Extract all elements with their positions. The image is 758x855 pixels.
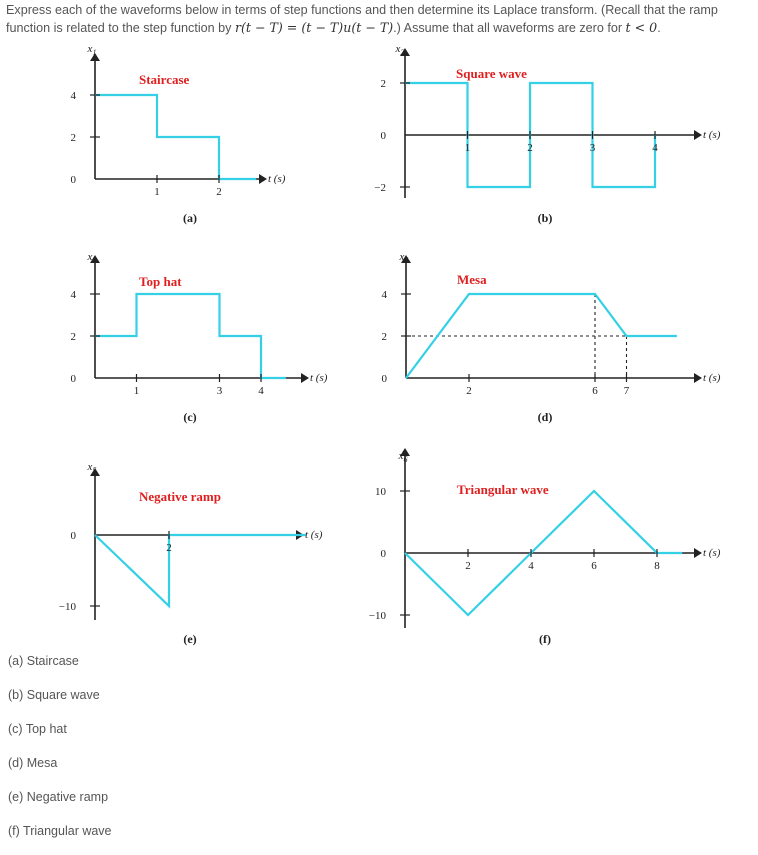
panel-3-y-tick-label: 0: [70, 373, 76, 385]
panel-6-x-tick-label: 6: [591, 560, 597, 572]
option-square-wave[interactable]: (b) Square wave: [8, 688, 100, 702]
panel-2-x-tick-label: 4: [652, 142, 658, 154]
panel-4-x-axis-arrow: [694, 373, 702, 383]
panel-4-y-tick-label: 2: [381, 331, 387, 343]
panel-6-x-axis-arrow: [694, 548, 702, 558]
panel-6-chart-title: Triangular wave: [457, 482, 549, 497]
panel-6-y-axis-label-subscript: 6: [403, 455, 408, 464]
panel-5-x-axis-label: t (s): [305, 529, 323, 541]
panel-6-y-axis-label: $x_6$: [398, 450, 408, 464]
panel-1-x-axis-label: t (s): [268, 173, 286, 185]
panel-4-x-tick-label: 6: [592, 385, 598, 397]
panel-5-y-tick-label: 0: [70, 530, 76, 542]
panel-5-waveform: [95, 535, 306, 606]
panel-4-x-tick-label: 7: [623, 385, 630, 397]
ramp-relation-math: r(t − T) = (t − T)u(t − T): [234, 20, 394, 35]
panel-1-y-tick-label: 4: [70, 90, 76, 102]
panel-6-x-axis-label: t (s): [703, 547, 721, 559]
panel-1-x-axis-arrow: [259, 174, 267, 184]
panel-2-x-tick-label: 1: [464, 142, 471, 154]
panel-3-x-tick-label: 1: [133, 385, 140, 397]
panel-3-y-tick-label: 2: [70, 331, 76, 343]
panel-3-chart-title: Top hat: [139, 274, 182, 289]
panel-5-caption: (e): [183, 632, 197, 646]
panel-5-y-axis-label: $x_5$: [87, 461, 97, 475]
option-mesa[interactable]: (d) Mesa: [8, 756, 58, 770]
panel-6-y-tick-label: 0: [380, 548, 386, 560]
panel-3-x-axis-label: t (s): [310, 372, 328, 384]
panel-1-y-tick-label: 2: [70, 132, 76, 144]
panel-1-chart-title: Staircase: [139, 72, 190, 87]
panel-1-x-tick-label: 1: [154, 186, 160, 198]
panel-3-y-axis-label: $x_3$: [87, 251, 97, 265]
panel-4-y-tick-label: 0: [381, 373, 387, 385]
panel-1-y-axis-label: $x_1$: [87, 43, 97, 57]
answer-options: [8, 651, 112, 855]
panel-6-y-tick-label: 10: [375, 486, 386, 498]
panel-2-caption: (b): [537, 211, 553, 225]
panel-3-x-tick-label: 3: [216, 385, 223, 397]
panel-2-x-axis-label: t (s): [703, 129, 721, 141]
prompt-text-3: .: [657, 21, 661, 35]
panel-3-y-tick-label: 4: [70, 289, 76, 301]
panel-4-chart-title: Mesa: [457, 272, 487, 287]
panel-2-y-tick-label: 0: [380, 130, 386, 142]
panel-1-waveform: [95, 95, 256, 179]
panel-5-chart-title: Negative ramp: [139, 489, 221, 504]
panel-5-y-tick-label: −10: [58, 601, 76, 613]
panel-6-x-tick-label: 2: [465, 560, 471, 572]
panel-3-y-axis-label-subscript: 3: [92, 256, 97, 265]
panel-1-x-tick-label: 2: [216, 186, 222, 198]
panel-2-x-tick-label: 2: [527, 142, 533, 154]
panel-1-y-tick-label: 0: [70, 174, 76, 186]
prompt-text-1: Express each of the waveforms below in terms of step functions and then determine its Laplace transform. (Recall that the ramp function is related to the step function by: [6, 3, 718, 35]
panel-6-x-tick-label: 8: [654, 560, 660, 572]
panel-4-y-tick-label: 4: [381, 289, 387, 301]
option-negative-ramp[interactable]: (e) Negative ramp: [8, 790, 109, 804]
panel-4-x-axis-label: t (s): [703, 372, 721, 384]
panel-3-caption: (c): [183, 410, 197, 424]
panel-4-waveform: [406, 294, 677, 378]
panel-2-chart-title: Square wave: [456, 66, 527, 81]
panel-1-caption: (a): [183, 211, 197, 225]
panel-2-x-axis-arrow: [694, 130, 702, 140]
panel-2-x-tick-label: 3: [589, 142, 596, 154]
panel-3-x-tick-label: 4: [258, 385, 264, 397]
panel-4-y-axis-label-subscript: 4: [404, 256, 409, 265]
panel-4-y-axis-label: $x_4$: [399, 251, 409, 265]
panel-4-x-tick-label: 2: [466, 385, 472, 397]
option-staircase[interactable]: (a) Staircase: [8, 654, 79, 668]
panel-5-y-axis-label-subscript: 5: [92, 466, 97, 475]
option-triangular-wave[interactable]: (f) Triangular wave: [8, 824, 112, 838]
panel-2-y-axis-label-subscript: 2: [400, 48, 405, 57]
panel-5-x-tick-label: 2: [166, 542, 172, 554]
panel-2-y-tick-label: 2: [380, 78, 386, 90]
time-condition-math: t < 0: [625, 20, 658, 35]
panel-3-waveform: [95, 294, 286, 378]
panel-4-caption: (d): [537, 410, 553, 424]
panel-6-caption: (f): [539, 632, 551, 646]
panel-6-x-tick-label: 4: [528, 560, 534, 572]
prompt-text-2: .) Assume that all waveforms are zero for: [393, 21, 626, 35]
panel-1-y-axis-label-subscript: 1: [92, 48, 97, 57]
option-top-hat[interactable]: (c) Top hat: [8, 722, 67, 736]
panel-3-x-axis-arrow: [301, 373, 309, 383]
panel-2-y-axis-label: $x_2$: [395, 43, 405, 57]
panel-2-y-tick-label: −2: [374, 182, 386, 194]
panel-6-y-tick-label: −10: [368, 610, 386, 622]
